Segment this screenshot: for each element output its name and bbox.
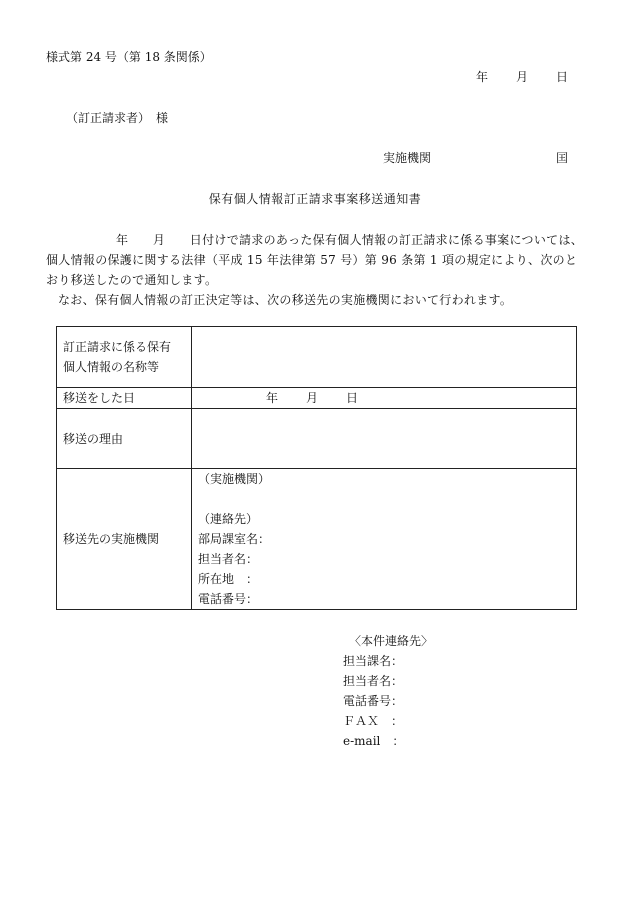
row-label-transfer-date: 移送をした日 xyxy=(57,388,192,409)
transfer-date-value: 年 月 日 xyxy=(192,388,577,409)
destination-agency-details xyxy=(192,469,577,610)
contact-block xyxy=(343,631,433,751)
issue-date-year: 年 xyxy=(476,70,489,84)
seal-mark: 囯 xyxy=(556,151,569,165)
table-row xyxy=(57,469,577,610)
addressee: （訂正請求者） 様 xyxy=(66,111,169,125)
table-row xyxy=(57,409,577,469)
table-row xyxy=(57,388,577,409)
destination-line: 所在地 ： xyxy=(198,572,259,586)
issue-date xyxy=(476,70,568,84)
body-paragraph-2: なお、保有個人情報の訂正決定等は、次の移送先の実施機関において行われます。 xyxy=(58,293,513,307)
body-paragraph-1: 年 月 日付けで請求のあった保有個人情報の訂正請求に係る事案については、個人情報の保護に関する法律（平成 15 年法律第 57 号）第 96 条第 1 項の規定により、次のとおり移送したので通知します。 xyxy=(46,233,584,287)
table-row xyxy=(57,327,577,388)
contact-line: e-mail ： xyxy=(343,734,405,748)
row-label-record-name: 訂正請求に係る保有 個人情報の名称等 xyxy=(57,327,192,388)
destination-line: （連絡先） xyxy=(198,512,259,526)
contact-line: 電話番号： xyxy=(343,694,404,708)
reason-value xyxy=(192,409,577,469)
destination-line xyxy=(198,489,570,509)
contact-heading: 〈本件連絡先〉 xyxy=(349,634,434,648)
destination-line: （実施機関） xyxy=(198,472,271,486)
destination-line: 電話番号： xyxy=(198,592,259,606)
body-text xyxy=(46,230,586,310)
record-name-value xyxy=(192,327,577,388)
destination-line: 担当者名： xyxy=(198,552,259,566)
issue-date-month: 月 xyxy=(516,70,529,84)
row-label-reason: 移送の理由 xyxy=(57,409,192,469)
row-label-destination-agency: 移送先の実施機関 xyxy=(57,469,192,610)
destination-line: 部局課室名： xyxy=(198,532,271,546)
issue-date-day: 日 xyxy=(556,70,569,84)
contact-line: 担当者名： xyxy=(343,674,404,688)
contact-line: 担当課名： xyxy=(343,654,404,668)
form-number: 様式第 24 号（第 18 条関係） xyxy=(46,50,212,64)
contact-line: ＦＡＸ ： xyxy=(343,714,404,728)
transfer-info-table xyxy=(56,326,577,610)
issuer-agency-label: 実施機関 xyxy=(383,151,432,165)
document-title: 保有個人情報訂正請求事案移送通知書 xyxy=(208,192,422,206)
